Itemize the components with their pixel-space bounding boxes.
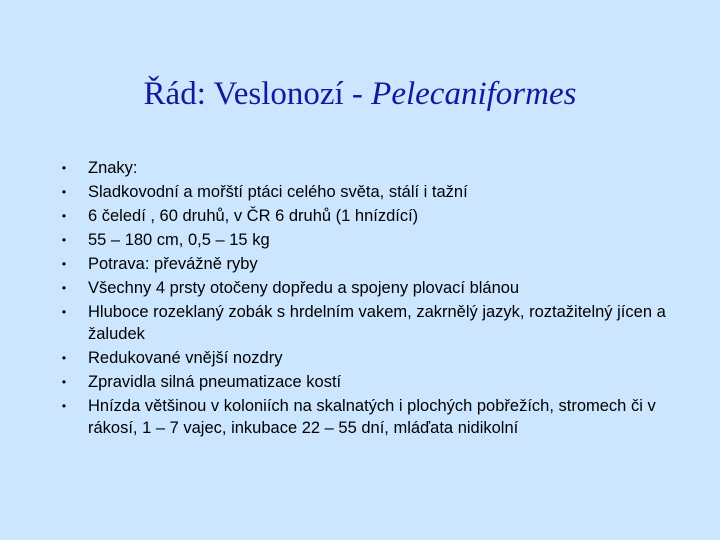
bullet-text: 55 – 180 cm, 0,5 – 15 kg [88, 231, 270, 249]
bullet-item [56, 371, 676, 393]
bullet-icon: • [61, 161, 67, 175]
bullet-icon: • [61, 185, 67, 199]
bullet-text: Hluboce rozeklaný zobák s hrdelním vakem, zakrnělý jazyk, roztažitelný jícen a žaludek [88, 303, 666, 343]
bullet-text: Redukované vnější nozdry [88, 349, 283, 367]
bullet-item [56, 157, 676, 179]
bullet-icon: • [61, 375, 67, 389]
bullet-item [56, 347, 676, 369]
bullet-text: Všechny 4 prsty otočeny dopředu a spojeny plovací blánou [88, 279, 520, 297]
bullet-icon: • [61, 351, 67, 365]
title-latin-name: Pelecaniformes [371, 76, 577, 112]
slide-title [0, 74, 720, 114]
bullet-item [56, 181, 676, 203]
bullet-icon: • [61, 209, 67, 223]
bullet-item [56, 277, 676, 299]
bullet-icon: • [61, 257, 67, 271]
bullet-item [56, 301, 676, 345]
bullet-text: Hnízda většinou v koloniích na skalnatých i plochých pobřežích, stromech či v rákosí, 1 – 7 vajec, inkubace 22 – 55 dní, mláďata nidikolní [88, 397, 656, 437]
bullet-item [56, 395, 676, 439]
bullet-icon: • [61, 305, 67, 319]
bullet-icon: • [61, 399, 67, 413]
bullet-item [56, 253, 676, 275]
bullet-text: Potrava: převážně ryby [88, 255, 258, 273]
bullet-icon: • [61, 233, 67, 247]
bullet-item [56, 229, 676, 251]
title-main-text: Řád: Veslonozí - [143, 76, 372, 112]
bullet-text: Zpravidla silná pneumatizace kostí [88, 373, 342, 391]
bullet-item [56, 205, 676, 227]
bullet-text: 6 čeledí , 60 druhů, v ČR 6 druhů (1 hnízdící) [88, 207, 419, 225]
bullet-icon: • [61, 281, 67, 295]
bullet-list [56, 157, 676, 441]
bullet-text: Znaky: [88, 159, 138, 177]
bullet-text: Sladkovodní a mořští ptáci celého světa, stálí i tažní [88, 183, 468, 201]
